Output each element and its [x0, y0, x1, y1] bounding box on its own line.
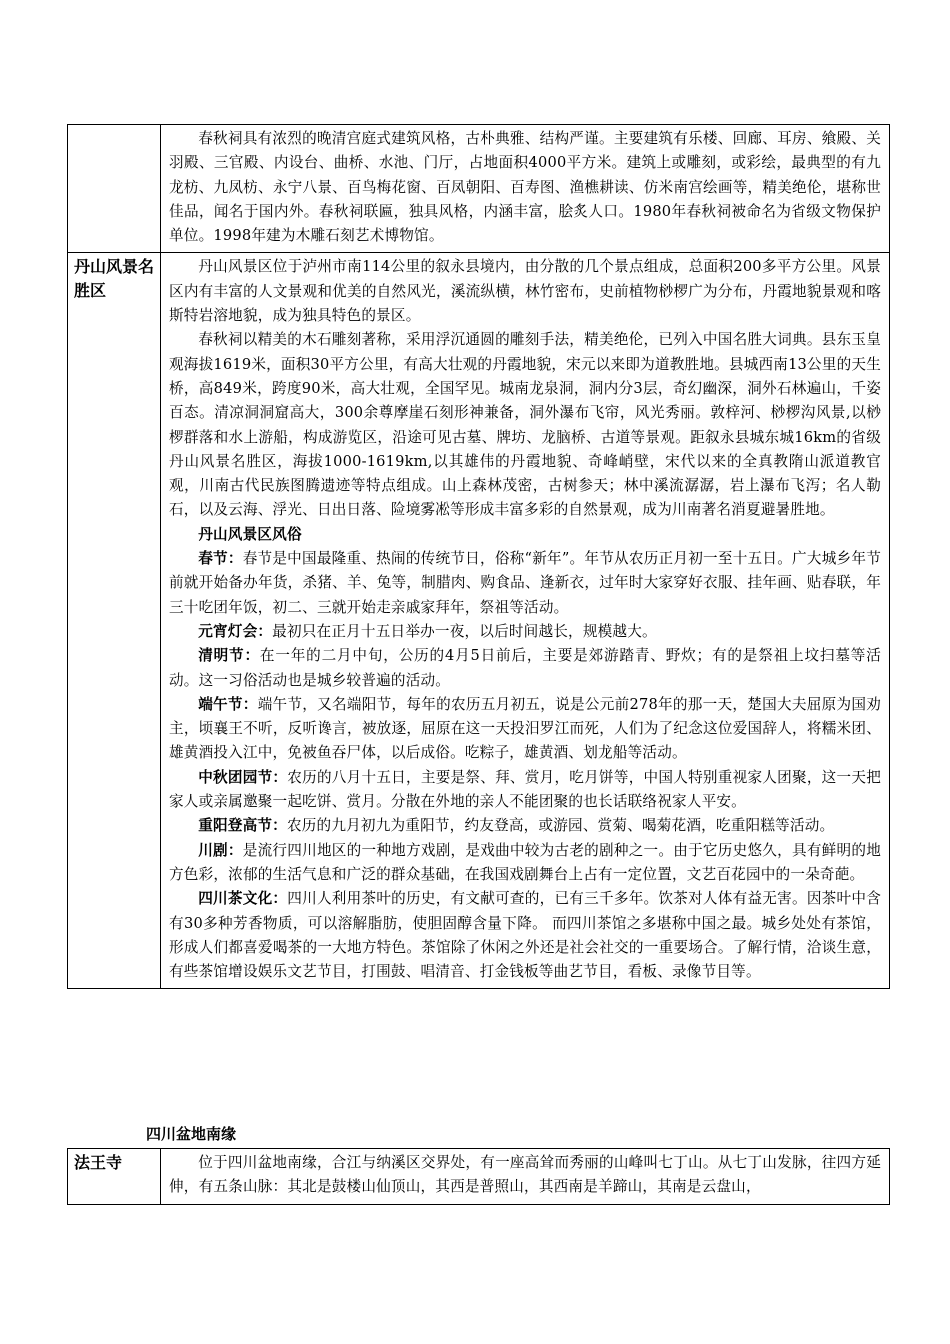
- custom-text: 农历的九月初九为重阳节，约友登高，或游园、赏菊、喝菊花酒，吃重阳糕等活动。: [286, 817, 835, 835]
- custom-text: 春节是中国最隆重、热闹的传统节日，俗称“新年”。年节从农历正月初一至十五日。广大城乡年节前就开始备办年货，杀猪、羊、兔等，制腊肉、购食品、逢新衣，过年时大家穿好衣服、挂年画、贴春联，年三十吃团年饭，初二、三就开始走亲戚家拜年，祭祖等活动。: [169, 550, 881, 616]
- fawang-temple-description: [161, 1149, 890, 1205]
- scenic-spots-table: [67, 124, 890, 989]
- custom-text: 端午节，又名端阳节，每年的农历五月初五，说是公元前278年的那一天，楚国大夫屈原为国劝主，顷襄王不听，反听谗言，被放逐，屈原在这一天投汨罗江而死，人们为了纪念这位爱国辞人，将糯米团、雄黄酒投入江中，免被鱼吞尸体，以后成俗。吃粽子，雄黄酒、划龙船等活动。: [169, 695, 881, 762]
- custom-item: [169, 644, 881, 693]
- custom-name: 春节：: [198, 550, 243, 568]
- custom-text: 是流行四川地区的一种地方戏剧，是戏曲中较为古老的剧种之一。由于它历史悠久，具有鲜明的地方色彩，浓郁的生活气息和广泛的群众基础，在我国戏剧舞台上占有一定位置，文艺百花园中的一朵奇葩。: [169, 841, 881, 883]
- paragraph-detail: 春秋祠以精美的木石雕刻著称，采用浮沉通圆的雕刻手法，精美绝伦，已列入中国名胜大词典。县东玉皇观海拔1619米，面积30平方公里，有高大壮观的丹霞地貌，宋元以来即为道教胜地。县城西南13公里的天生桥，高849米，跨度90米，高大壮观，全国罕见。城南龙泉洞，洞内分3层，奇幻幽深，洞外石林遍山，千姿百态。清凉洞洞窟高大，300余尊摩崖石刻形神兼备，洞外瀑布飞帘，风光秀丽。敦梓河、桫椤沟风景,以桫椤群落和水上游船，构成游览区，沿途可见古墓、牌坊、龙脑桥、古道等景观。距叙永县城东城16km的省级丹山风景名胜区，海拔1000-1619km,以其雄伟的丹霞地貌、奇峰峭壁，宋代以来的全真教隋山派道教官观，川南古代民族图腾遗迹等特点组成。山上森林茂密，古树参天；林中溪流潺潺，岩上瀑布飞泻；名人勒石，以及云海、浮光、日出日落、险境雾凇等形成丰富多彩的自然景观，成为川南著名消夏避暑胜地。: [169, 331, 882, 519]
- custom-name: 重阳登高节：: [198, 817, 287, 835]
- row-label-fawang-temple: 法王寺: [68, 1149, 161, 1205]
- custom-name: 元宵灯会：: [198, 622, 273, 640]
- custom-item: [169, 693, 881, 766]
- table-row: [68, 125, 890, 253]
- chunqiu-temple-description: [161, 125, 890, 253]
- custom-text: 在一年的二月中旬，公历的4月5日前后，主要是郊游踏青、野炊；有的是祭祖上坟扫墓等活动。这一习俗活动也是城乡较普遍的活动。: [169, 647, 881, 689]
- custom-name: 端午节：: [198, 695, 258, 713]
- paragraph: 位于四川盆地南缘，合江与纳溪区交界处，有一座高耸而秀丽的山峰叫七丁山。从七丁山发脉，往四方延伸，有五条山脉：其北是鼓楼山仙顶山，其西是普照山，其西南是羊蹄山，其南是云盘山，: [169, 1154, 881, 1196]
- customs-heading: 丹山风景区风俗: [198, 525, 302, 543]
- section-title: 四川盆地南缘: [146, 1125, 237, 1143]
- custom-item: [169, 839, 881, 888]
- temple-table: [67, 1148, 890, 1205]
- custom-name: 四川茶文化：: [198, 890, 288, 908]
- custom-item: [169, 766, 881, 815]
- table-row: [68, 253, 890, 989]
- custom-item: [169, 620, 881, 644]
- paragraph: 春秋祠具有浓烈的晚清宫庭式建筑风格，古朴典雅、结构严谨。主要建筑有乐楼、回廊、耳房、飨殿、关羽殿、三官殿、内设台、曲桥、水池、门厅，占地面积4000平方米。建筑上或雕刻，或彩绘，最典型的有九龙枋、九凤枋、永宁八景、百鸟梅花窗、百凤朝阳、百寿图、渔樵耕读、仿米南宫绘画等，精美绝伦，堪称世佳品，闻名于国内外。春秋祠联匾，独具风格，内涵丰富，脍炙人口。1980年春秋祠被命名为省级文物保护单位。1998年建为木雕石刻艺术博物馆。: [169, 130, 881, 245]
- custom-text: 最初只在正月十五日举办一夜，以后时间越长，规模越大。: [272, 622, 657, 640]
- paragraph-intro: 丹山风景区位于泸州市南114公里的叙永县境内，由分散的几个景点组成，总面积200多平方公里。风景区内有丰富的人文景观和优美的自然风光，溪流纵横，林竹密布，史前植物桫椤广为分布，丹霞地貌景观和喀斯特岩溶地貌，成为独具特色的景区。: [169, 258, 881, 325]
- row-label-danshan: 丹山风景名胜区: [68, 253, 161, 989]
- custom-text: 农历的八月十五日，主要是祭、拜、赏月，吃月饼等，中国人特别重视家人团聚，这一天把家人或亲属邀聚一起吃饼、赏月。分散在外地的亲人不能团聚的也长话联络祝家人平安。: [169, 768, 881, 811]
- custom-name: 中秋团园节：: [198, 768, 288, 786]
- custom-name: 川剧：: [198, 841, 243, 859]
- custom-item: [169, 814, 881, 838]
- row-label-empty: [68, 125, 161, 253]
- custom-item: [169, 887, 881, 984]
- custom-text: 四川人利用茶叶的历史，有文献可查的，已有三千多年。饮茶对人体有益无害。因茶叶中含有30多种芳香物质，可以溶解脂肪，使胆固醇含量下降。 而四川茶馆之多堪称中国之最。城乡处处有茶馆，形成人们都喜爱喝茶的一大地方特色。茶馆除了休闲之外还是社会社交的一重要场合。了解行情，洽谈生意，有些茶馆增设娱乐文艺节目，打围鼓、唱清音、打金钱板等曲艺节目，看板、录像节目等。: [169, 890, 881, 981]
- custom-name: 清明节：: [198, 647, 260, 665]
- table-row: [68, 1149, 890, 1205]
- custom-item: [169, 547, 881, 620]
- danshan-description: [161, 253, 890, 989]
